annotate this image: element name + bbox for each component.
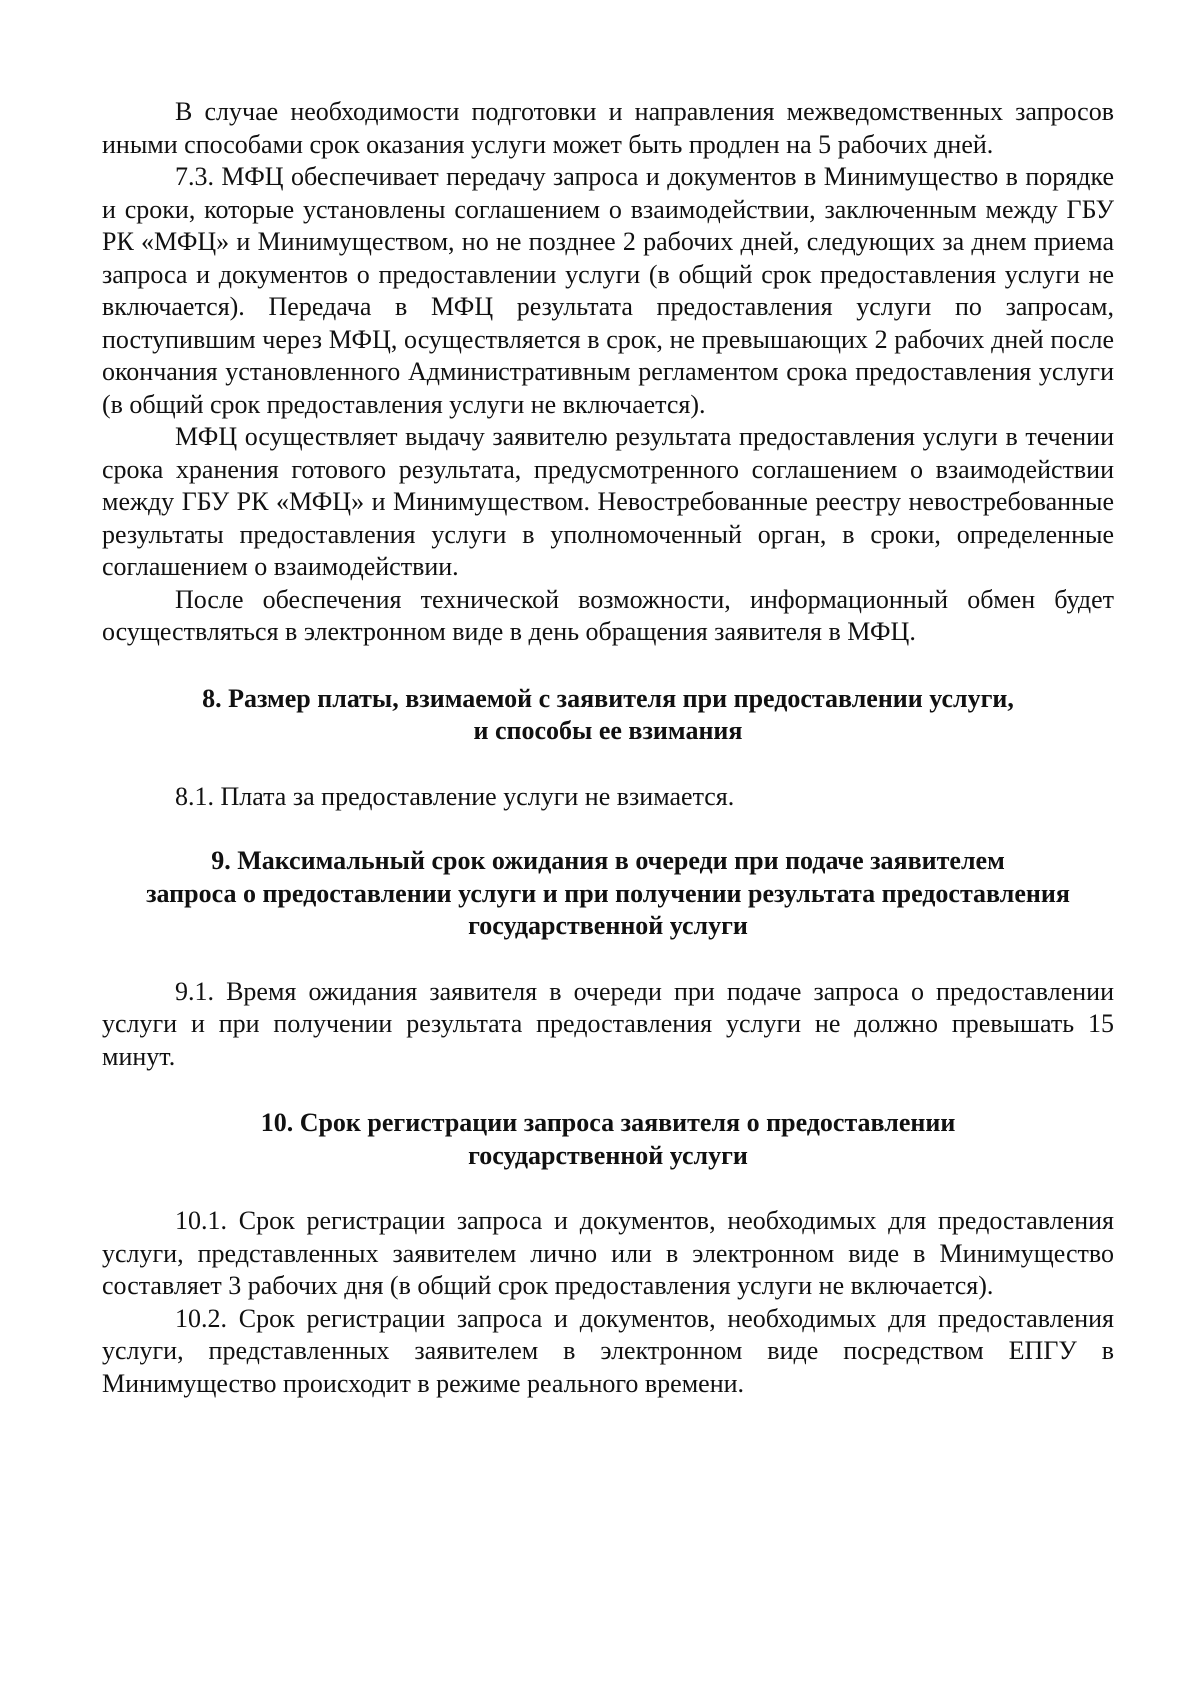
section-8-heading-line-1: 8. Размер платы, взимаемой с заявителя при предоставлении услуги, bbox=[202, 683, 1014, 713]
section-9-heading-line-2: запроса о предоставлении услуги и при получении результата предоставления bbox=[146, 878, 1070, 908]
paragraph-extension-term: В случае необходимости подготовки и направления межведомственных запросов иными способами срок оказания услуги может быть продлен на 5 рабочих дней. bbox=[102, 97, 1114, 159]
document-page bbox=[102, 96, 1114, 1400]
section-9-heading-line-3: государственной услуги bbox=[468, 911, 748, 940]
section-10-heading-line-1: 10. Срок регистрации запроса заявителя о предоставлении bbox=[260, 1108, 956, 1137]
section-10-heading bbox=[102, 1107, 1114, 1172]
paragraph-10-2: 10.2. Срок регистрации запроса и документов, необходимых для предоставления услуги, представленных заявителем в электронном виде посредством ЕПГУ в Минимущество происходит в режиме реального времени. bbox=[102, 1303, 1114, 1398]
paragraph-mfc-issue: МФЦ осуществляет выдачу заявителю результата предоставления услуги в течении срока хранения готового результата, предусмотренного соглашением о взаимодействии между ГБУ РК «МФЦ» и Минимуществом. Невостребованные реестру невостребованные результаты предоставления услуги в уполномоченный орган, в сроки, определенные соглашением о взаимодействии. bbox=[102, 422, 1114, 581]
section-8-heading bbox=[102, 683, 1114, 748]
paragraph-7-3: 7.3. МФЦ обеспечивает передачу запроса и документов в Минимущество в порядке и сроки, которые установлены соглашением о взаимодействии, заключенным между ГБУ РК «МФЦ» и Минимуществом, но не позднее 2 рабочих дней, следующих за днем приема запроса и документов о предоставлении услуги (в общий срок предоставления услуги не включается). Передача в МФЦ результата предоставления услуги по запросам, поступившим через МФЦ, осуществляется в срок, не превышающих 2 рабочих дней после окончания установленного Административным регламентом срока предоставления услуги (в общий срок предоставления услуги не включается). bbox=[102, 162, 1114, 419]
section-10-heading-line-2: государственной услуги bbox=[468, 1140, 748, 1170]
paragraph-electronic-exchange: После обеспечения технической возможности, информационный обмен будет осуществляться в электронном виде в день обращения заявителя в МФЦ. bbox=[102, 584, 1114, 646]
paragraph-9-1: 9.1. Время ожидания заявителя в очереди при подаче запроса о предоставлении услуги и при получении результата предоставления услуги не должно превышать 15 минут. bbox=[102, 976, 1114, 1071]
section-9-heading bbox=[102, 845, 1114, 943]
section-9-heading-line-1: 9. Максимальный срок ожидания в очереди при подаче заявителем bbox=[211, 846, 1005, 875]
paragraph-10-1: 10.1. Срок регистрации запроса и документов, необходимых для предоставления услуги, представленных заявителем лично или в электронном виде в Минимущество составляет 3 рабочих дня (в общий срок предоставления услуги не включается). bbox=[102, 1206, 1114, 1300]
paragraph-8-1: 8.1. Плата за предоставление услуги не взимается. bbox=[175, 781, 735, 811]
section-8-heading-line-2: и способы ее взимания bbox=[473, 716, 743, 745]
